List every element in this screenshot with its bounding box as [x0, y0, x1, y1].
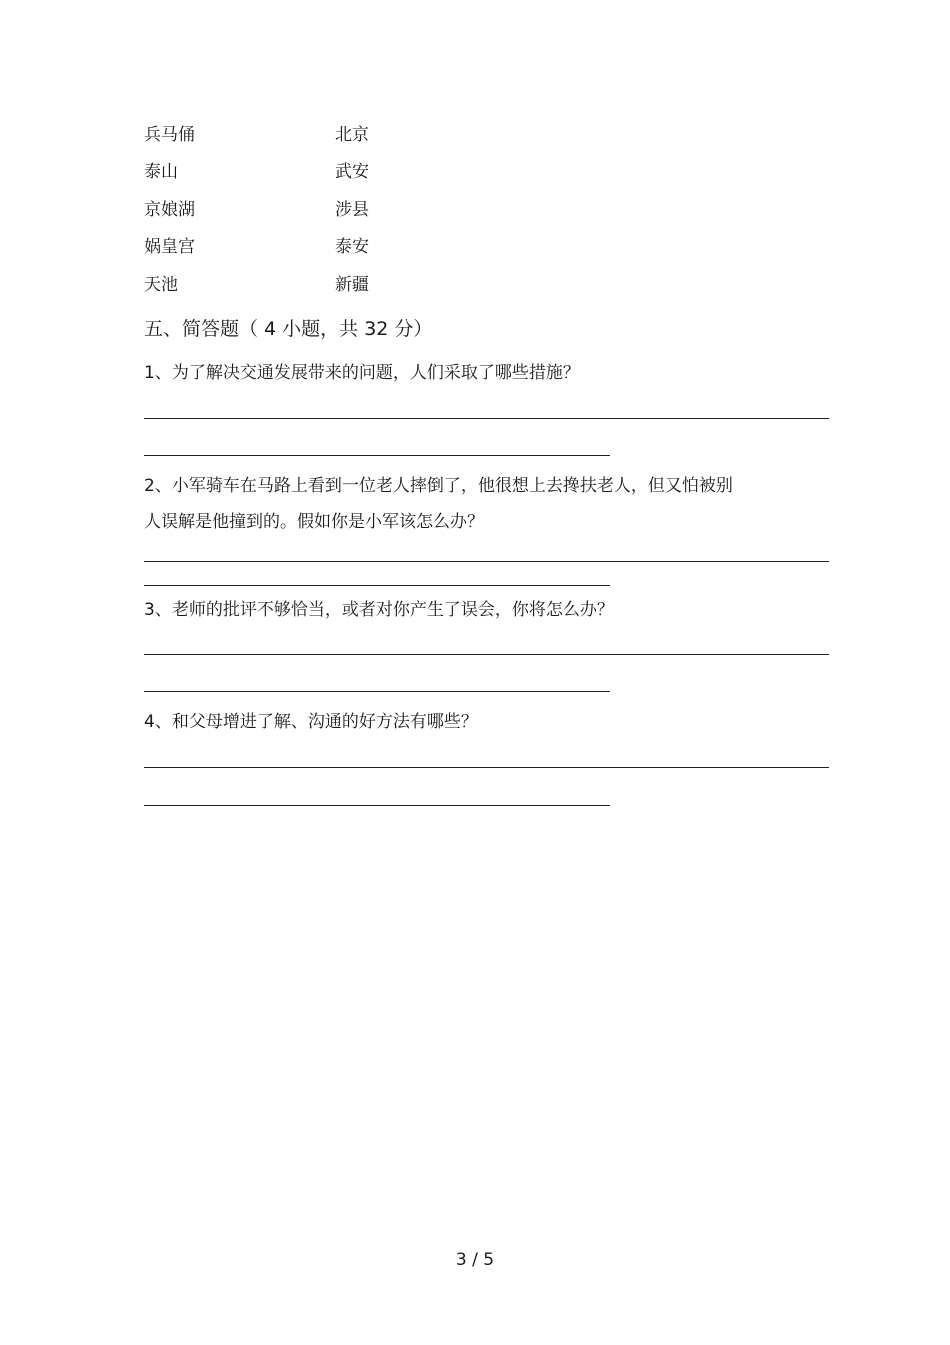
matching-item-location: 泰安: [335, 237, 369, 257]
matching-item-place: 京娘湖: [144, 200, 195, 220]
matching-item-location: 北京: [335, 125, 369, 145]
page-number: 3 / 5: [455, 1250, 495, 1270]
answer-line[interactable]: [144, 455, 610, 456]
question-1: 1、为了解决交通发展带来的问题，人们采取了哪些措施？: [144, 363, 580, 383]
matching-item-place: 娲皇宫: [144, 237, 195, 257]
answer-line[interactable]: [144, 767, 829, 768]
matching-item-location: 武安: [335, 162, 369, 182]
answer-line[interactable]: [144, 691, 610, 692]
answer-line[interactable]: [144, 561, 829, 562]
matching-item-location: 新疆: [335, 275, 369, 295]
answer-line[interactable]: [144, 654, 829, 655]
question-2-line-1: 2、小军骑车在马路上看到一位老人摔倒了，他很想上去搀扶老人，但又怕被别: [144, 476, 733, 496]
answer-line[interactable]: [144, 418, 829, 419]
matching-item-place: 泰山: [144, 162, 178, 182]
section-title: 五、简答题（ 4 小题，共 32 分）: [144, 318, 433, 340]
answer-line[interactable]: [144, 585, 610, 586]
matching-item-place: 兵马俑: [144, 125, 195, 145]
question-2-line-2: 人误解是他撞到的。假如你是小军该怎么办？: [144, 512, 484, 532]
matching-item-location: 涉县: [335, 200, 369, 220]
matching-item-place: 天池: [144, 275, 178, 295]
question-3: 3、老师的批评不够恰当，或者对你产生了误会，你将怎么办？: [144, 600, 614, 620]
answer-line[interactable]: [144, 805, 610, 806]
question-4: 4、和父母增进了解、沟通的好方法有哪些？: [144, 712, 478, 732]
